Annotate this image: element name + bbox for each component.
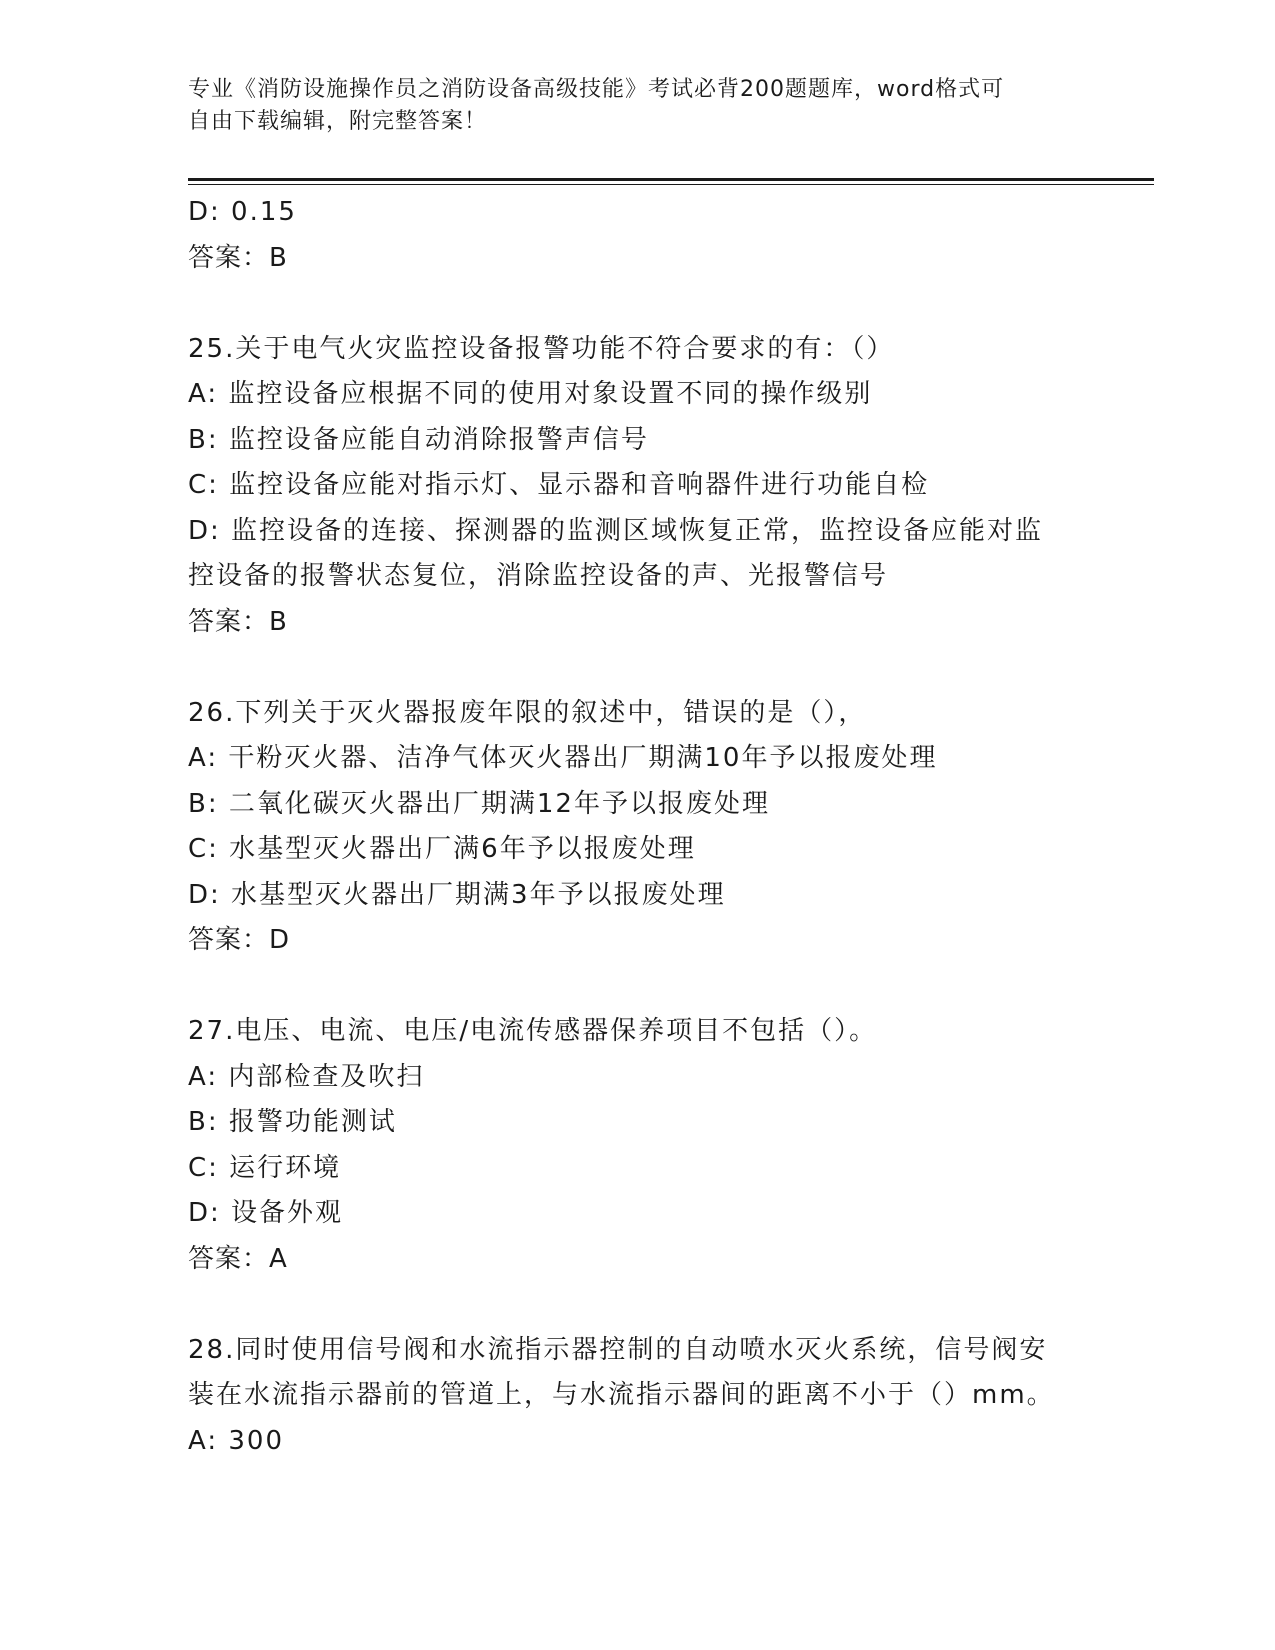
option-a: A: 监控设备应根据不同的使用对象设置不同的操作级别 xyxy=(188,379,873,409)
option-c: C: 监控设备应能对指示灯、显示器和音响器件进行功能自检 xyxy=(188,470,930,500)
option-b: B: 报警功能测试 xyxy=(188,1107,397,1137)
option-c: C: 运行环境 xyxy=(188,1152,342,1183)
question-text: 27.电压、电流、电压/电流传感器保养项目不包括（）。 xyxy=(188,1016,878,1046)
option-a: A: 内部检查及吹扫 xyxy=(188,1061,425,1092)
question-text: 25.关于电气火灾监控设备报警功能不符合要求的有：（） xyxy=(188,333,895,364)
spacer xyxy=(188,645,1088,691)
question-text: 28.同时使用信号阀和水流指示器控制的自动喷水灭火系统，信号阀安 xyxy=(188,1334,1048,1365)
spacer xyxy=(188,281,1088,327)
option-d: D: 0.15 xyxy=(188,197,297,227)
option-d: D: 水基型灭火器出厂期满3年予以报废处理 xyxy=(188,879,726,910)
option-d: D: 设备外观 xyxy=(188,1198,344,1228)
question-text-continued: 装在水流指示器前的管道上，与水流指示器间的距离不小于（）mm。 xyxy=(188,1380,1055,1410)
answer-line: 答案：B xyxy=(188,606,288,637)
question-24-tail xyxy=(188,190,1088,281)
header-divider-thick xyxy=(188,178,1154,181)
header-line-1: 专业《消防设施操作员之消防设备高级技能》考试必背200题题库，word格式可 xyxy=(188,77,1005,102)
document-body xyxy=(188,190,1088,1464)
question-28 xyxy=(188,1328,1088,1465)
question-text: 26.下列关于灭火器报废年限的叙述中，错误的是（）， xyxy=(188,697,867,728)
spacer xyxy=(188,1282,1088,1328)
question-25 xyxy=(188,327,1088,646)
option-b: B: 二氧化碳灭火器出厂期满12年予以报废处理 xyxy=(188,788,770,819)
answer-line: 答案：B xyxy=(188,242,288,273)
spacer xyxy=(188,964,1088,1010)
option-d: D: 监控设备的连接、探测器的监测区域恢复正常，监控设备应能对监 xyxy=(188,515,1044,546)
option-c: C: 水基型灭火器出厂满6年予以报废处理 xyxy=(188,834,696,864)
question-27 xyxy=(188,1009,1088,1282)
question-26 xyxy=(188,691,1088,964)
header-line-2: 自由下载编辑，附完整答案！ xyxy=(188,109,488,134)
option-a: A: 干粉灭火器、洁净气体灭火器出厂期满10年予以报废处理 xyxy=(188,743,938,773)
header-divider-thin xyxy=(188,184,1154,185)
answer-line: 答案：D xyxy=(188,925,291,955)
answer-line: 答案：A xyxy=(188,1243,288,1274)
option-d-continued: 控设备的报警状态复位，消除监控设备的声、光报警信号 xyxy=(188,561,889,591)
option-b: B: 监控设备应能自动消除报警声信号 xyxy=(188,424,649,455)
document-header xyxy=(188,74,1088,138)
option-a: A: 300 xyxy=(188,1425,284,1456)
